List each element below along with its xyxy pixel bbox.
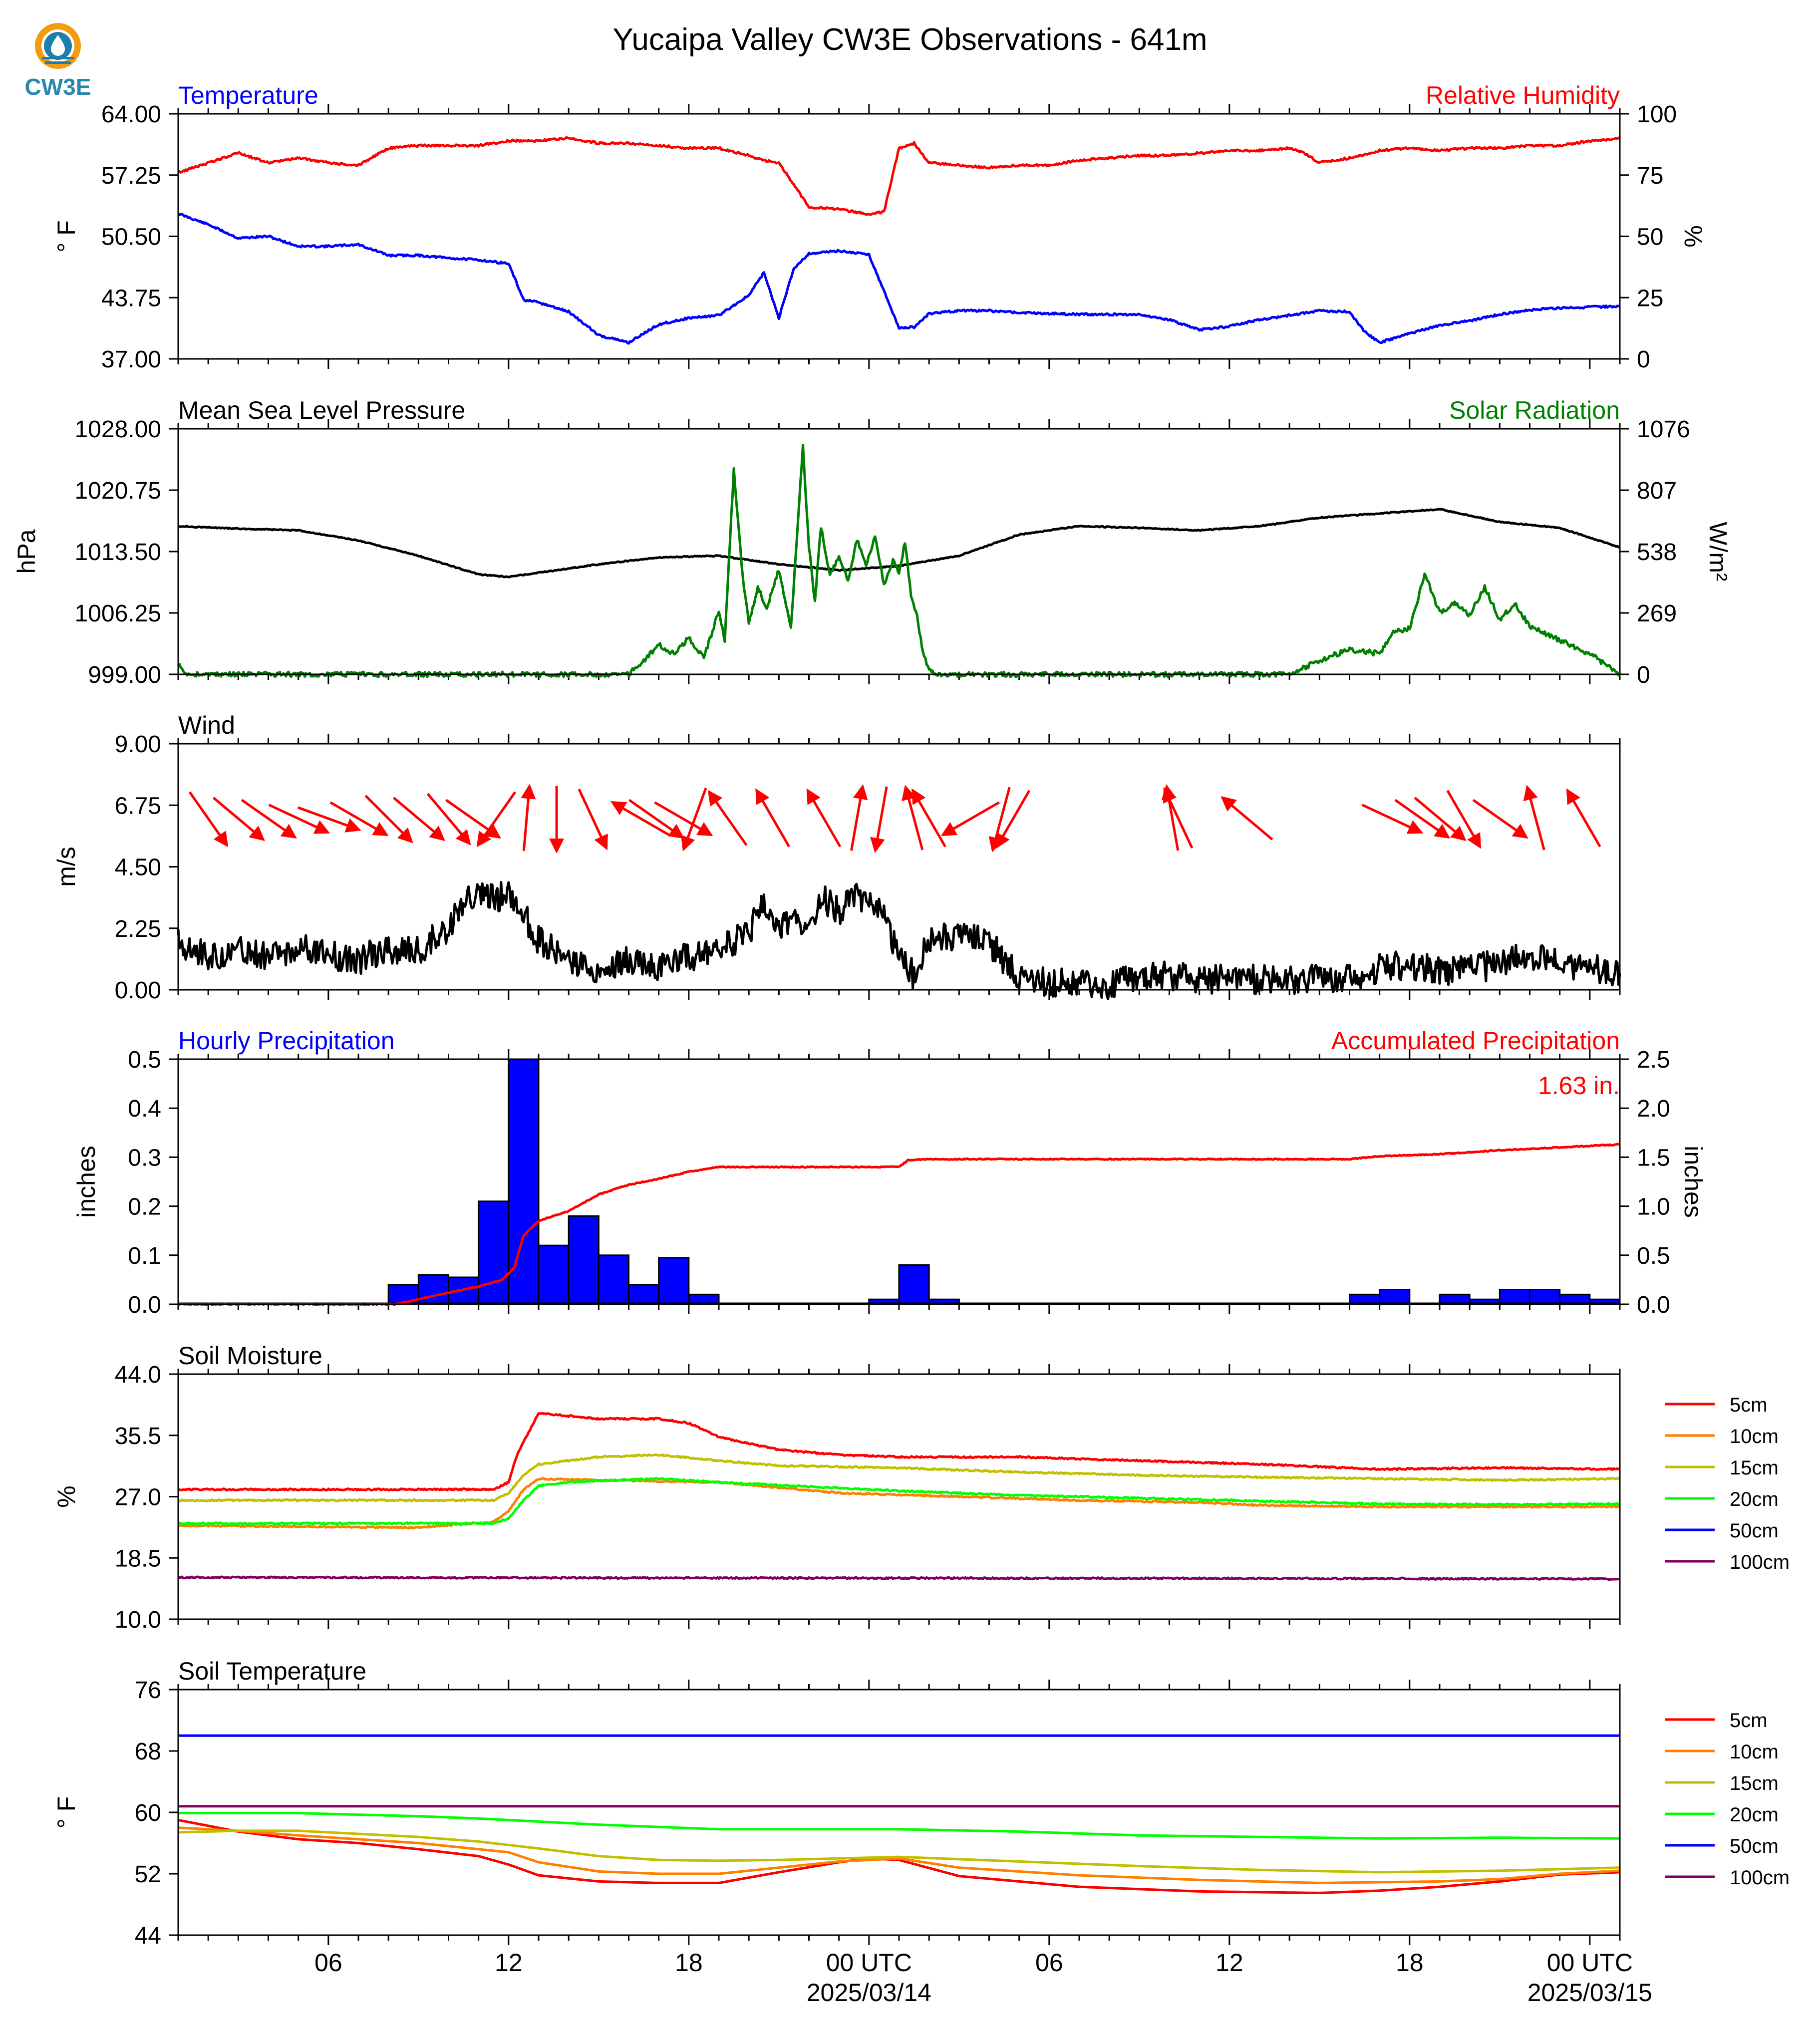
- y-axis-label-left: m/s: [52, 847, 80, 887]
- x-tick-label: 06: [314, 1949, 342, 1977]
- y-tick-label-left: 18.5: [114, 1545, 161, 1572]
- legend-label: 15cm: [1730, 1457, 1779, 1479]
- y-tick-label-left: 4.50: [114, 854, 161, 881]
- figure-title: Yucaipa Valley CW3E Observations - 641m: [612, 22, 1208, 57]
- y-tick-label-left: 35.5: [114, 1423, 161, 1449]
- y-tick-label-left: 1020.75: [74, 478, 161, 504]
- legend-label: 100cm: [1730, 1551, 1790, 1573]
- panel-title-left: Soil Moisture: [178, 1342, 322, 1370]
- panel-title-left: Wind: [178, 711, 235, 739]
- y-tick-label-left: 999.00: [88, 662, 161, 688]
- legend-label: 5cm: [1730, 1394, 1768, 1416]
- y-tick-label-left: 0.4: [128, 1096, 161, 1123]
- legend-label: 50cm: [1730, 1520, 1779, 1542]
- y-tick-label-left: 68: [134, 1738, 161, 1765]
- y-tick-label-right: 1.5: [1637, 1145, 1670, 1171]
- y-tick-label-left: 1028.00: [74, 416, 161, 443]
- y-tick-label-left: 0.3: [128, 1145, 161, 1171]
- y-tick-label-right: 75: [1637, 162, 1664, 189]
- y-tick-label-right: 0.0: [1637, 1292, 1670, 1318]
- x-date-label: 2025/03/15: [1527, 1979, 1652, 2007]
- legend-label: 50cm: [1730, 1835, 1779, 1857]
- panel-title-left: Soil Temperature: [178, 1657, 367, 1685]
- y-tick-label-right: 0: [1637, 662, 1650, 688]
- x-tick-label: 18: [675, 1949, 703, 1977]
- y-axis-label-left: hPa: [12, 529, 40, 574]
- y-axis-label-right: W/m²: [1704, 522, 1732, 581]
- y-tick-label-right: 0.5: [1637, 1242, 1670, 1269]
- y-tick-label-right: 0: [1637, 346, 1650, 373]
- panel-title-left: Temperature: [178, 81, 318, 109]
- y-axis-label-left: inches: [72, 1146, 100, 1218]
- x-tick-label: 00 UTC: [1546, 1949, 1633, 1977]
- y-tick-label-left: 43.75: [101, 285, 161, 312]
- x-tick-label: 18: [1396, 1949, 1424, 1977]
- precip-bar: [539, 1245, 569, 1304]
- panel-title-left: Hourly Precipitation: [178, 1027, 395, 1055]
- y-tick-label-left: 0.0: [128, 1292, 161, 1318]
- y-tick-label-right: 269: [1637, 600, 1677, 627]
- x-tick-label: 06: [1035, 1949, 1063, 1977]
- accumulated-total-label: 1.63 in.: [1537, 1072, 1620, 1100]
- y-tick-label-left: 44: [134, 1923, 161, 1949]
- y-tick-label-left: 44.0: [114, 1362, 161, 1388]
- y-tick-label-left: 0.2: [128, 1193, 161, 1220]
- y-tick-label-left: 0.00: [114, 977, 161, 1004]
- y-tick-label-right: 25: [1637, 285, 1664, 312]
- y-tick-label-right: 538: [1637, 539, 1677, 566]
- panel-title-right: Solar Radiation: [1449, 396, 1620, 424]
- y-tick-label-left: 76: [134, 1677, 161, 1704]
- y-tick-label-left: 50.50: [101, 224, 161, 251]
- y-tick-label-left: 0.1: [128, 1242, 161, 1269]
- precip-bar: [569, 1216, 599, 1304]
- precip-bar: [599, 1255, 628, 1304]
- x-tick-label: 00 UTC: [826, 1949, 912, 1977]
- panel-title-right: Relative Humidity: [1425, 81, 1620, 109]
- y-tick-label-right: 1.0: [1637, 1193, 1670, 1220]
- precip-bar: [1530, 1290, 1560, 1304]
- y-tick-label-left: 0.5: [128, 1047, 161, 1073]
- logo-wave-1: [42, 57, 74, 59]
- y-tick-label-left: 52: [134, 1861, 161, 1888]
- legend-label: 10cm: [1730, 1426, 1779, 1448]
- y-axis-label-left: ° F: [52, 220, 80, 253]
- y-tick-label-left: 6.75: [114, 793, 161, 820]
- y-tick-label-left: 37.00: [101, 346, 161, 373]
- precip-bar: [1380, 1290, 1410, 1304]
- x-tick-label: 12: [495, 1949, 523, 1977]
- y-tick-label-left: 1013.50: [74, 539, 161, 566]
- y-tick-label-right: 50: [1637, 224, 1664, 251]
- precip-bar: [479, 1201, 509, 1304]
- precip-bar: [899, 1265, 929, 1304]
- precip-bar: [1500, 1290, 1529, 1304]
- legend-label: 10cm: [1730, 1741, 1779, 1763]
- y-tick-label-right: 807: [1637, 478, 1677, 504]
- y-axis-label-left: ° F: [52, 1796, 80, 1829]
- logo-text: CW3E: [24, 74, 91, 100]
- precip-bar: [418, 1275, 448, 1304]
- y-tick-label-right: 1076: [1637, 416, 1690, 443]
- y-tick-label-left: 9.00: [114, 731, 161, 758]
- legend-label: 20cm: [1730, 1488, 1779, 1510]
- logo-wave-2: [45, 61, 71, 64]
- y-tick-label-left: 27.0: [114, 1484, 161, 1511]
- precip-bar: [659, 1258, 689, 1304]
- y-tick-label-left: 57.25: [101, 162, 161, 189]
- y-tick-label-right: 100: [1637, 101, 1677, 128]
- y-axis-label-right: inches: [1679, 1146, 1707, 1218]
- y-axis-label-right: %: [1679, 225, 1707, 248]
- y-tick-label-left: 1006.25: [74, 600, 161, 627]
- legend-label: 15cm: [1730, 1772, 1779, 1794]
- x-date-label: 2025/03/14: [806, 1979, 931, 2007]
- y-tick-label-right: 2.5: [1637, 1047, 1670, 1073]
- y-tick-label-left: 2.25: [114, 915, 161, 942]
- legend-label: 100cm: [1730, 1867, 1790, 1889]
- y-tick-label-left: 10.0: [114, 1607, 161, 1633]
- legend-label: 20cm: [1730, 1804, 1779, 1826]
- panel-title-right: Accumulated Precipitation: [1331, 1027, 1620, 1055]
- x-tick-label: 12: [1215, 1949, 1243, 1977]
- precip-bar: [629, 1285, 659, 1304]
- y-tick-label-right: 2.0: [1637, 1096, 1670, 1123]
- panel-title-left: Mean Sea Level Pressure: [178, 396, 466, 424]
- legend-label: 5cm: [1730, 1710, 1768, 1732]
- y-tick-label-left: 64.00: [101, 101, 161, 128]
- y-tick-label-left: 60: [134, 1800, 161, 1826]
- y-axis-label-left: %: [52, 1485, 80, 1508]
